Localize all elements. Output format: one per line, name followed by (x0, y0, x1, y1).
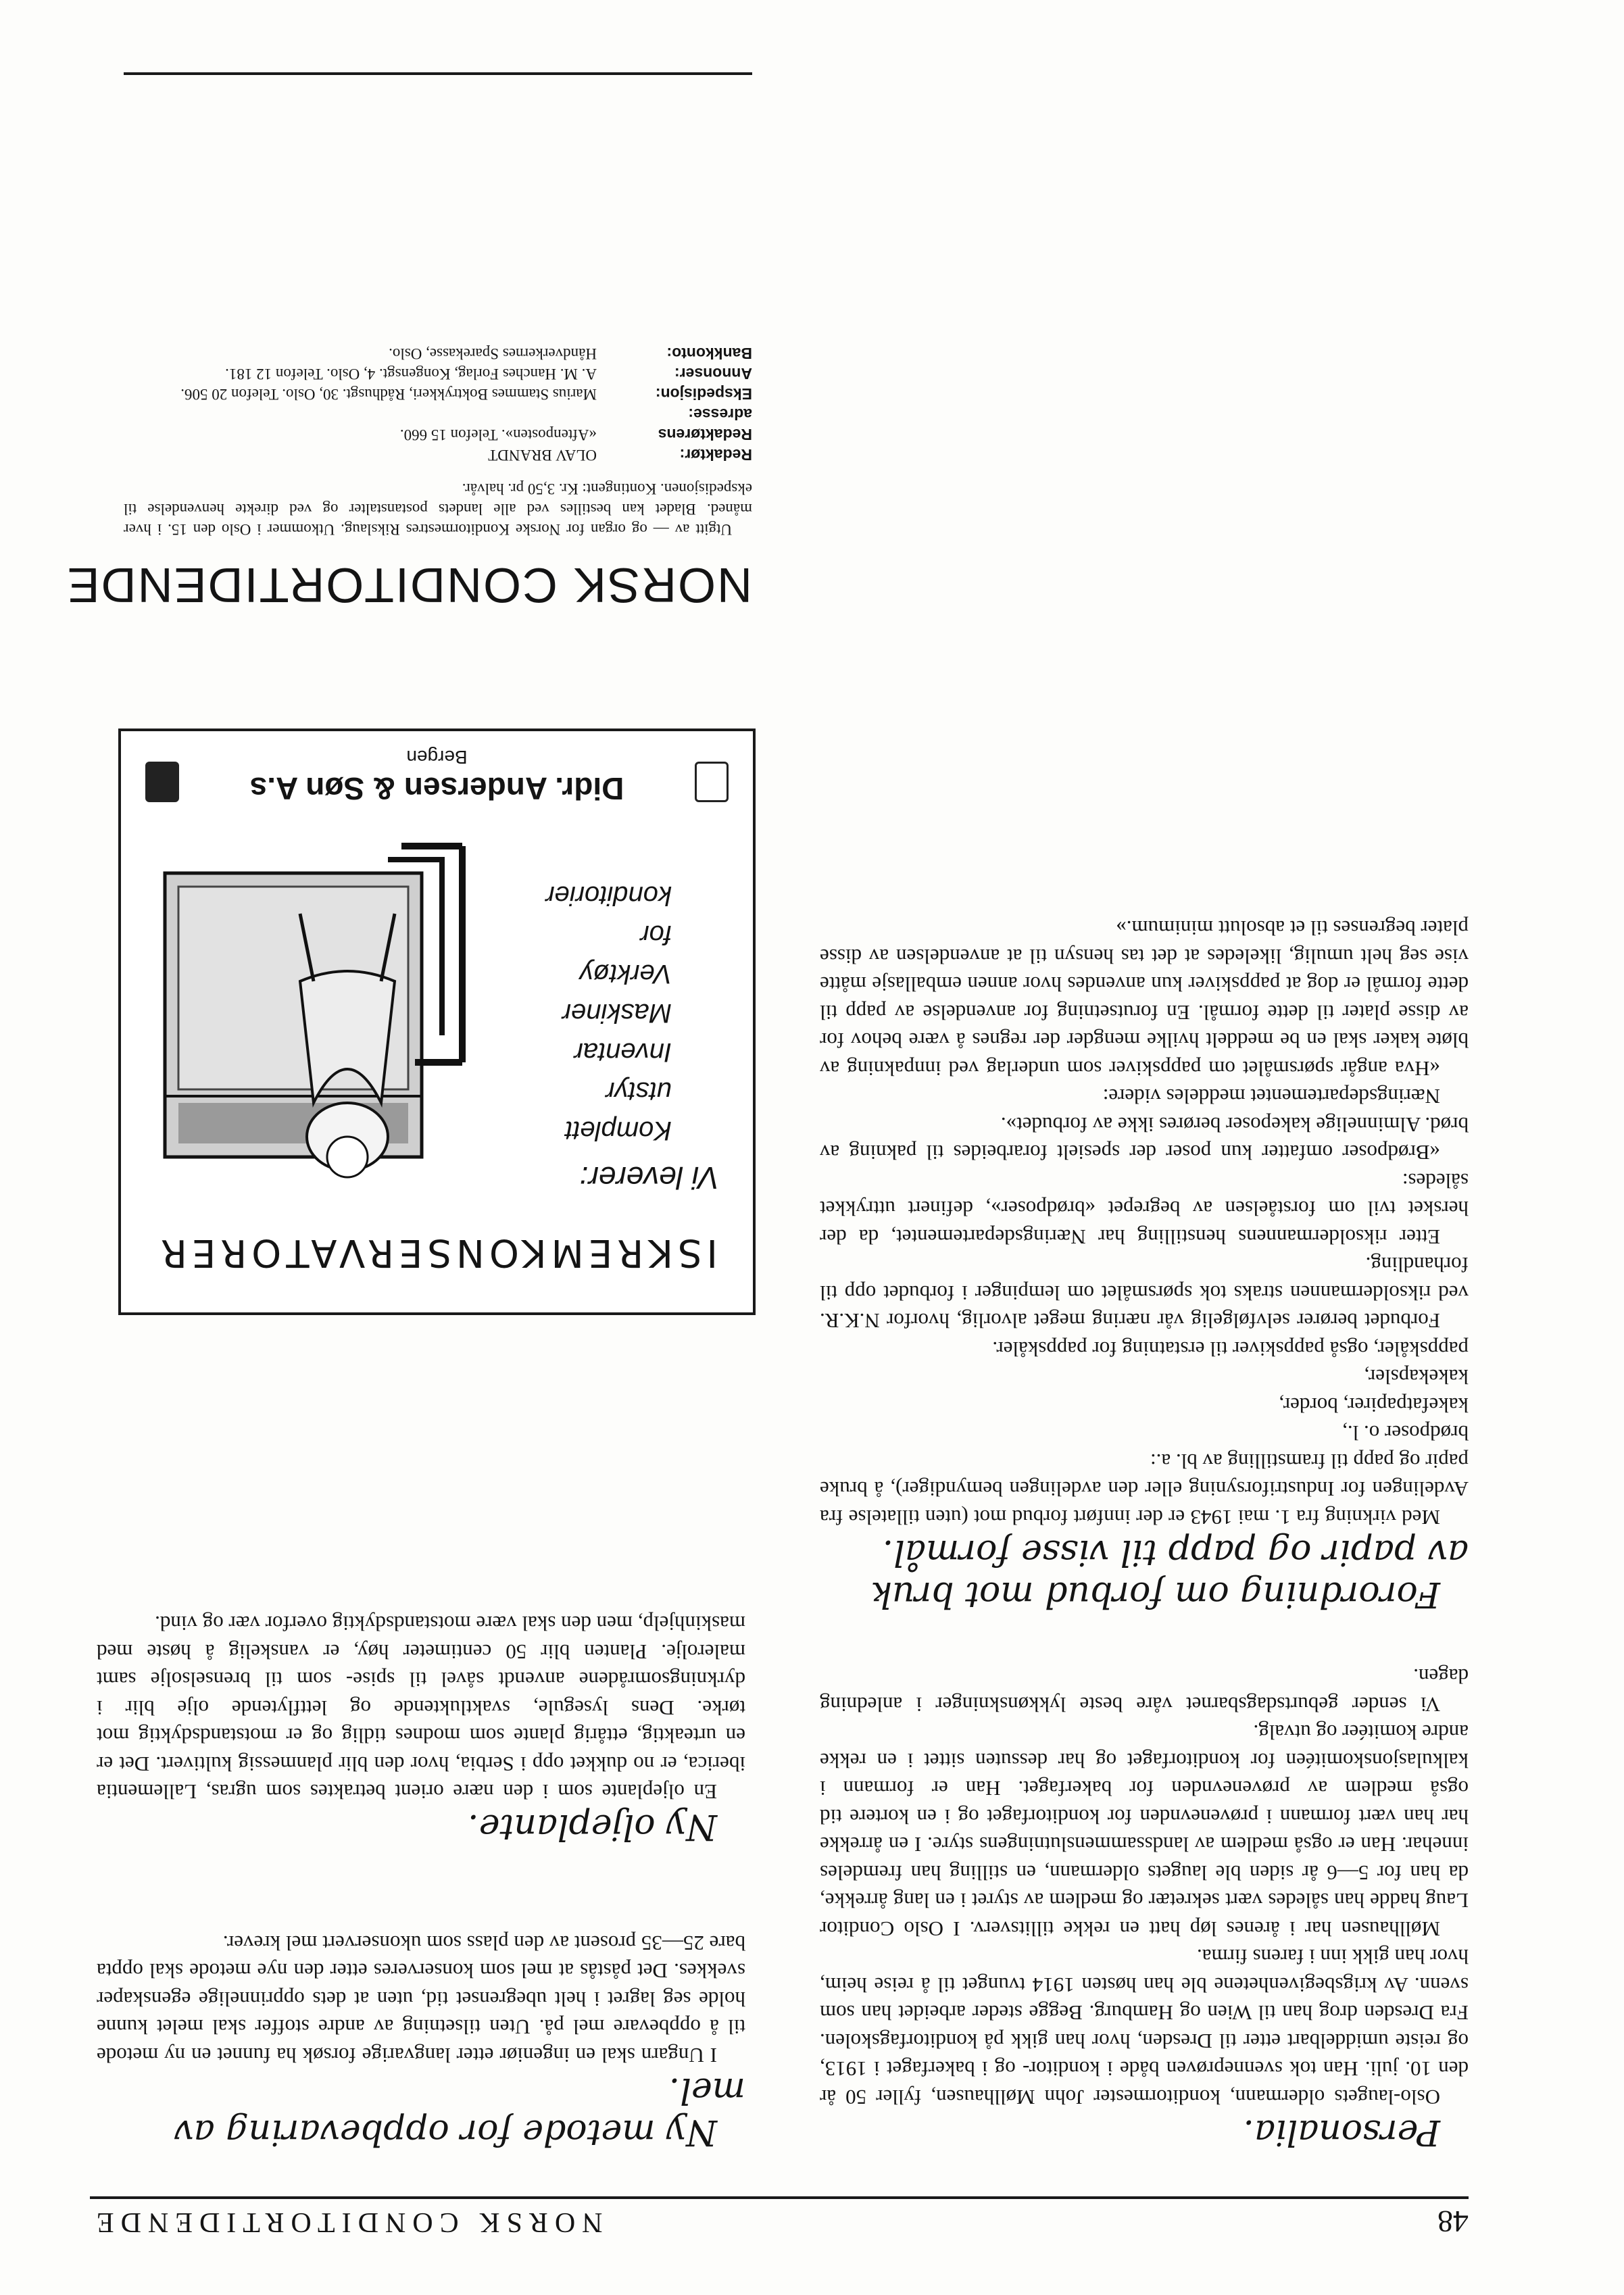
ad-item: konditorier (545, 881, 672, 910)
masthead-value: OLAV BRANDT (488, 447, 597, 464)
oljeplante-paragraph: En oljeplante som i den nære orient betraktes som ugras, Lallementia iberica, er no dukket opp i Serbia, hvor den blir planmessig kultivert. Det er en urteaktig, ettårig plante som modnes tidlig og er motstandsdyktig mot tørke. Dens lysegule, svaktluktende og lettflytende olje blir i dyrkningsområdene anvendt såvel til spise- som til brenselsolje samt malerolje. Planten blir 50 centimeter høy, er vanskelig å høste med maskinhjelp, men den skal være motstandsdyktig overfor vær og vind. (97, 1612, 745, 1804)
forordning-article (820, 914, 1469, 1615)
ad-headline: ISKREMKONSERVATORER (156, 1231, 718, 1275)
forordning-paragraph: Næringsdepartementet meddeles videre: (1102, 1085, 1440, 1109)
personalia-heading: Personalia. (1243, 2112, 1440, 2152)
forordning-paragraph: «Hva angår spørsmålet om pappskiver som underlag ved innpakning av bløte kaker skal en be meddelt hvilke mengder der regnes å være behov for av disse plater til dette formål. En forutsetning for anvendelse av papp til dette formål er dog at pappskiver kun anvendes hvor annen emballasje måtte vise seg helt umulig, likeledes at det tas hensyn til at anvendelsen av disse plater begrenses til et absolutt minimum.» (820, 916, 1469, 1081)
mel-paragraph: I Ungarn skal en ingeniør etter langvarige forsøk ha funnet en ny metode til å oppbevare mel på. Uten tilsetning av andre stoffer skal melet kunne holde seg lagret i helt ubegrenset tid, uten at dets opprinnelige egenskaper svekkes. Det påstås at mel som konserveres etter den nye metode skal oppta bare 25—35 prosent av den plass som ukonservert mel krever. (97, 1931, 745, 2067)
running-title: NORSK CONDITORTIDENDE (90, 2206, 603, 2238)
masthead-value: «Aftenposten». Telefon 15 660. (399, 426, 597, 443)
ad-company-name: Didr. Andersen & Søn A.s (249, 771, 624, 806)
masthead-row (124, 384, 752, 404)
masthead-title: NORSK CONDITORTIDENDE (66, 558, 752, 612)
forordning-paragraph: Forbudet berører selvfølgelig vår næring meget alvorlig, hvorfor N.K.R. ved riksoldermannen straks tok spørsmålet om lempinger i forbudet opp til forhandling. (820, 1253, 1469, 1333)
masthead-value: Marius Stammes Boktrykkeri, Rådhusgt. 30, Oslo. Telefon 20 506. (180, 386, 597, 403)
forordning-paragraph: Med virkning fra 1. mai 1943 er der innført forbud mot (uten tillatelse fra Avdelingen for Industriforsyning eller den avdelingen bemyndiger), å bruke papir og papp til framstilling av bl. a.: (820, 1450, 1469, 1529)
company-logo-icon (695, 762, 729, 802)
oljeplante-heading: Ny oljeplante. (468, 1806, 717, 1848)
running-header (90, 2196, 1469, 2240)
forordning-list-item: pappskåler, også pappskiver til erstatning for pappskåler. (992, 1337, 1469, 1361)
masthead-label: Redaktør: (679, 446, 752, 464)
masthead-label: Ekspedisjon: (655, 385, 752, 403)
forordning-paragraph: «Brødposer omfatter kun poser der spesielt forarbeides til pakning av brød. Alminnelige kakeposer berøres ikke av forbudet». (820, 1113, 1469, 1165)
company-emblem-icon (145, 762, 179, 802)
ad-text (545, 876, 719, 1198)
oljeplante-article (97, 1610, 745, 1848)
personalia-paragraph: Vi sender geburtsdagsbarnet våre beste lykkønskninger i anledning dagen. (820, 1664, 1469, 1717)
masthead-row (124, 404, 752, 445)
left-column (820, 914, 1469, 2153)
masthead-value: A. M. Hanches Forlag, Kongensgt. 4, Oslo. Telefon 12 181. (225, 366, 597, 382)
ad-item: Verktøy (579, 959, 672, 989)
ice-cream-cabinet-illustration (145, 833, 483, 1198)
personalia-paragraph: Møllhausen har i årenes løp hatt en rekke tillitsverv. I Oslo Conditor Laug hadde han således vært sekretær og medlem av styret i en lang årrekke, da han for 5—6 år siden ble laugets oldermann, en stilling han fremdeles innehar. Han er også medlem av landssammenslutningens styre. I en årrekke har han vært formann i prøvenevnden for konditorfaget og i en kortere tid også medlem av prøvenevnden for bakerfaget. Han er formann i kalkulasjonskomitéen for konditorfaget og har dessuten sittet i en rekke andre komitéer og utvalg. (820, 1721, 1469, 1941)
masthead-label: Bankkonto: (666, 345, 752, 362)
right-column (97, 1610, 745, 2153)
advertisement (118, 729, 756, 1315)
ad-item: Maskiner (562, 998, 672, 1028)
masthead-label: Annonser: (674, 365, 752, 382)
ad-item: utstyr (606, 1077, 672, 1106)
masthead-value: Håndverkernes Sparekasse, Oslo. (389, 345, 597, 362)
masthead-info: Utgitt av — og organ for Norske Konditormestres Rikslaug. Utkommer i Oslo den 15. i hver måned. Bladet kan bestilles ved alle landets postanstalter og ved direkte henvendelse til ekspedisjonen. Kontingent: Kr. 3,50 pr. halvår. (124, 480, 752, 538)
personalia-paragraph: Oslo-laugets oldermann, konditormester John Møllhausen, fyller 50 år den 10. juli. Han tok svenneprøven både i konditor- og i bakerfaget i 1913, og reiste umiddelbart etter til Dresden, hvor han gikk på konditorfagskolen. Fra Dresden drog han til Wien og Hamburg. Begge steder arbeidet han som svenn. Av krigsbegivenhetene ble han høsten 1914 tvunget til å reise heim, hvor han gikk inn i farens firma. (820, 1945, 1469, 2109)
masthead-row (124, 445, 752, 465)
masthead-row (124, 364, 752, 384)
ad-item: Inventar (574, 1037, 672, 1067)
masthead (66, 343, 752, 612)
forordning-list-item: kakefatpapirer, border, (1279, 1393, 1469, 1417)
masthead-row (124, 343, 752, 364)
masthead-divider (124, 72, 752, 75)
page-number: 48 (1437, 2204, 1469, 2239)
mel-article (97, 1929, 745, 2154)
forordning-list-item: kakekapsler, (1364, 1365, 1469, 1389)
mel-heading: Ny metode for oppbevaring av mel. (174, 2070, 745, 2152)
forordning-list-item: brødposer o. l., (1342, 1421, 1469, 1446)
ad-lead: Vi leverer: (579, 1160, 719, 1195)
forordning-paragraph: Etter riksoldermannens henstilling har Næringsdepartementet, da der hersket tvil om forståelsen av begrepet «brødposer», definert uttrykket således: (820, 1169, 1469, 1249)
ad-item: for (640, 920, 672, 949)
forordning-heading: Forordning om forbud mot bruk av papir og papp til visse formål. (870, 1532, 1469, 1614)
ad-company-city: Bergen (406, 747, 468, 768)
personalia-article (820, 1662, 1469, 2153)
masthead-label: Redaktørens adresse: (658, 405, 752, 443)
ad-item: Komplett (565, 1116, 672, 1145)
